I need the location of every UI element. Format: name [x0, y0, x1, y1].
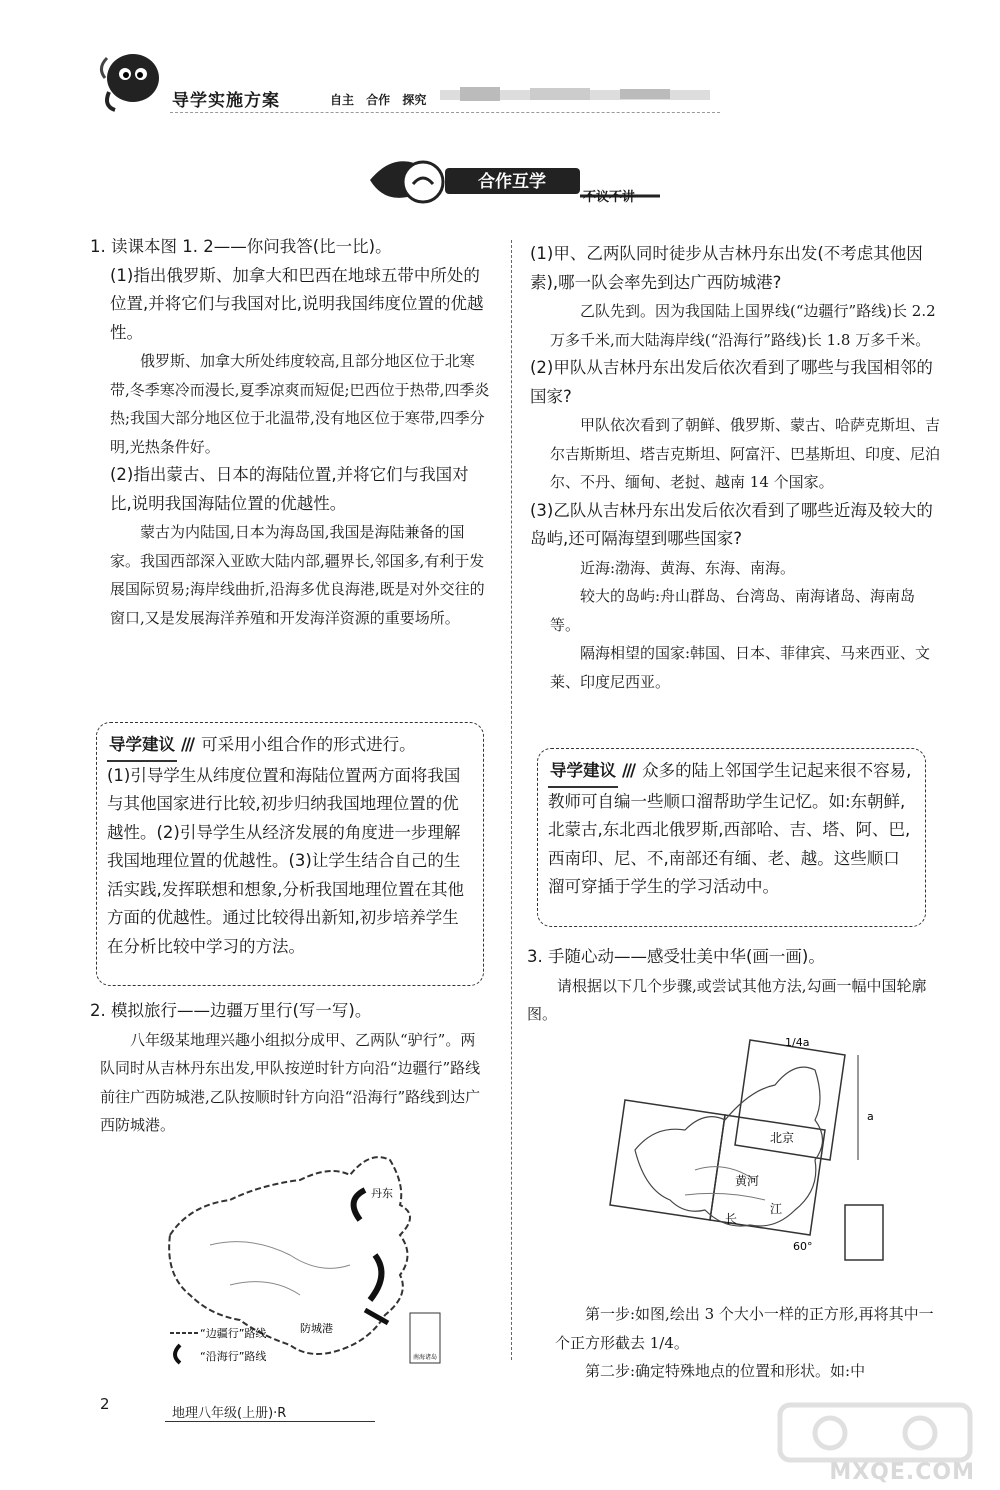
header-rule [170, 112, 720, 113]
q2-2-answer: 甲队依次看到了朝鲜、俄罗斯、蒙古、哈萨克斯坦、吉尔吉斯斯坦、塔吉克斯坦、阿富汗、巴基斯坦、印度、尼泊尔、不丹、缅甸、老挝、越南 14 个国家。 [550, 416, 941, 491]
map2-side-label: a [867, 1110, 874, 1123]
china-route-map [150, 1145, 470, 1375]
tip-box-left [96, 722, 484, 986]
q2-2-question: (2)甲队从吉林丹东出发后依次看到了哪些与我国相邻的国家? [530, 358, 933, 406]
q3-body: 请根据以下几个步骤,或尝试其他方法,勾画一幅中国轮廓图。 [527, 976, 927, 1023]
slash-icon: /// [181, 735, 194, 754]
map-label-dandong: 丹东 [371, 1187, 393, 1200]
banner-heading: 合作互学 [478, 172, 546, 192]
map-label-fangcheng: 防城港 [300, 1322, 333, 1335]
step-1: 第一步:如图,绘出 3 个大小一样的正方形,再将其中一个正方形截去 1/4。 [555, 1305, 934, 1352]
tip-box-right [537, 748, 926, 927]
tip-lead: 可采用小组合作的形式进行。 [201, 735, 416, 754]
map2-huanghe: 黄河 [735, 1174, 760, 1188]
slash-icon: /// [622, 761, 635, 780]
tip-body: (1)引导学生从纬度位置和海陆位置两方面将我国与其他国家进行比较,初步归纳我国地理位置的优越性。(2)引导学生从经济发展的角度进一步理解我国地理位置的优越性。(3)让学生结合自己的生活实践,发挥联想和想象,分析我国地理位置在其他方面的优越性。通过比较得出新知,初步培养学生在分析比较中学习的方法。 [107, 765, 464, 956]
q2-block [90, 997, 490, 1140]
q1-1-question: (1)指出俄罗斯、加拿大和巴西在地球五带中所处的位置,并将它们与我国对比,说明我国纬度位置的优越性。 [110, 265, 484, 342]
book-title: 地理八年级(上册)·R [172, 1406, 287, 1421]
map-inset-label: 南海诸岛 [413, 1354, 438, 1361]
q2-title: 2. 模拟旅行——边疆万里行(写一写)。 [90, 1001, 372, 1020]
q1-2-question: (2)指出蒙古、日本的海陆位置,并将它们与我国对比,说明我国海陆位置的优越性。 [110, 465, 469, 513]
q3-title: 3. 手随心动——感受壮美中华(画一画)。 [527, 947, 825, 966]
header-subtitle: 自主 合作 探究 [330, 93, 427, 107]
banner-tag: 不议不讲 [583, 190, 636, 205]
q2-3-answer-countries: 隔海相望的国家:韩国、日本、菲律宾、马来西亚、文莱、印度尼西亚。 [550, 644, 931, 691]
q2-3-answer-islands: 较大的岛屿:舟山群岛、台湾岛、南海诸岛、海南岛等。 [550, 587, 916, 634]
q2-1-question: (1)甲、乙两队同时徒步从吉林丹东出发(不考虑其他因素),哪一队会率先到达广西防城港? [530, 244, 923, 292]
map2-jiang: 江 [770, 1202, 783, 1216]
map-legend-border: “边疆行”路线 [200, 1327, 267, 1340]
header-title: 导学实施方案 [172, 91, 280, 111]
q3-block [527, 943, 937, 1029]
map2-beijing: 北京 [770, 1131, 795, 1145]
tip-lead: 众多的陆上邻国学生记起来很不容易,教师可自编一些顺口溜帮助学生记忆。如:东朝鲜,北蒙古,东北西北俄罗斯,西部哈、吉、塔、阿、巴,西南印、尼、不,南部还有缅、老、越。这些顺口溜可穿插于学生的学习活动中。 [548, 761, 912, 896]
q1-1-answer: 俄罗斯、加拿大所处纬度较高,且部分地区位于北寒带,冬季寒冷而漫长,夏季凉爽而短促;巴西位于热带,四季炎热;我国大部分地区位于北温带,没有地区位于寒带,四季分明,光热条件好。 [110, 352, 490, 456]
q2-body: 八年级某地理兴趣小组拟分成甲、乙两队“驴行”。两队同时从吉林丹东出发,甲队按逆时针方向沿“边疆行”路线前往广西防城港,乙队按顺时针方向沿“沿海行”路线到达广西防城港。 [100, 1030, 481, 1134]
page-number: 2 [100, 1395, 110, 1413]
map-legend-coast: “沿海行”路线 [200, 1350, 267, 1363]
china-outline-grid-map [575, 1030, 905, 1265]
step-2: 第二步:确定特殊地点的位置和形状。如:中 [585, 1362, 866, 1380]
q2-3-answer-seas: 近海:渤海、黄海、东海、南海。 [580, 558, 796, 577]
footer-rule [165, 1421, 375, 1422]
map2-angle: 60° [793, 1240, 813, 1253]
q2-3-question: (3)乙队从吉林丹东出发后依次看到了哪些近海及较大的岛屿,还可隔海望到哪些国家? [530, 500, 933, 548]
tip-label: 导学建议 [107, 731, 177, 762]
map2-fraction-label: 1/4a [785, 1036, 810, 1049]
q1-2-answer: 蒙古为内陆国,日本为海岛国,我国是海陆兼备的国家。我国西部深入亚欧大陆内部,疆界长,邻国多,有利于发展国际贸易;海岸线曲折,沿海多优良海港,既是对外交往的窗口,又是发展海洋养殖和开发海洋资源的重要场所。 [110, 523, 485, 627]
tip-label: 导学建议 [548, 757, 618, 788]
map2-changjiang: 长 [725, 1212, 738, 1226]
right-column [530, 240, 940, 696]
q2-1-answer: 乙队先到。因为我国陆上国界线(“边疆行”路线)长 2.2 万多千米,而大陆海岸线(“沿海行”路线)长 1.8 万多千米。 [550, 302, 936, 349]
q1-title: 1. 读课本图 1. 2——你问我答(比一比)。 [90, 237, 392, 256]
mascot-logo [95, 48, 165, 114]
watermark-text: MXQE.COM [829, 1460, 975, 1485]
steps-block [555, 1300, 935, 1386]
left-column [90, 233, 490, 632]
column-divider [511, 240, 512, 1360]
header-decoration [440, 84, 710, 106]
